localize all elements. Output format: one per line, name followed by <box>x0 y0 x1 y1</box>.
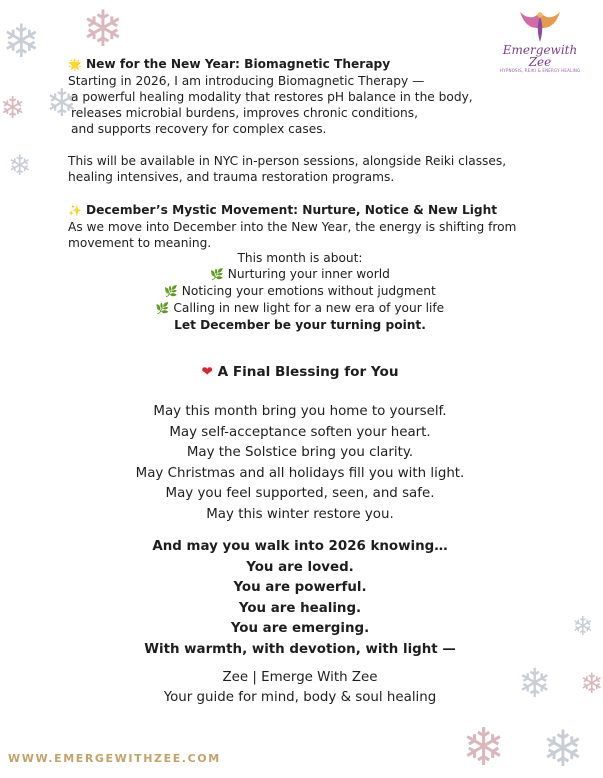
herb-icon: 🌿 <box>155 302 170 315</box>
blessing-line: May the Solstice bring you clarity. <box>186 445 414 460</box>
affirmation-line: You are loved. <box>246 559 354 575</box>
herb-icon: 🌿 <box>210 268 224 281</box>
herb-icon: 🌿 <box>164 285 178 298</box>
logo-name: Emergewith Zee <box>502 43 578 69</box>
website-link[interactable]: WWW.EMERGEWITHZEE.COM <box>8 752 221 765</box>
body-line: This will be available in NYC in-person sessions, alongside Reiki classes, <box>68 154 507 168</box>
december-section <box>68 202 548 251</box>
month-list <box>0 250 600 333</box>
snowflake-icon: ❄ <box>462 718 506 778</box>
list-item: 🌿 Calling in new light for a new era of your life <box>155 301 445 315</box>
affirmation-line: You are emerging. <box>230 621 370 637</box>
signature-tagline: Your guide for mind, body & soul healing <box>163 689 437 705</box>
section-title: ✨ December’s Mystic Movement: Nurture, Notice & New Light <box>68 203 498 217</box>
body-line: a powerful healing modality that restores pH balance in the body, <box>71 90 473 104</box>
blessing-line: May self-acceptance soften your heart. <box>169 424 431 440</box>
snowflake-icon: ❄ <box>572 612 594 642</box>
list-intro: This month is about: <box>237 251 363 265</box>
affirmation-line: You are powerful. <box>233 580 367 596</box>
body-line: healing intensives, and trauma restoration programs. <box>68 170 395 184</box>
snowflake-icon: ❄ <box>0 91 26 126</box>
snowflake-icon: ❄ <box>8 149 32 182</box>
blessing-lines <box>0 402 600 525</box>
heart-icon: ❤ <box>201 364 213 380</box>
snowflake-icon: ❄ <box>542 720 584 778</box>
biomagnetic-section <box>68 56 548 185</box>
blessing-line: May Christmas and all holidays fill you with light. <box>135 465 465 481</box>
section-title: 🌟 New for the New Year: Biomagnetic Therapy <box>68 57 391 71</box>
affirmation-line: And may you walk into 2026 knowing… <box>152 539 448 554</box>
snowflake-icon: ❄ <box>2 14 41 68</box>
blessing-line: May you feel supported, seen, and safe. <box>165 486 435 501</box>
body-line: and supports recovery for complex cases. <box>71 122 327 136</box>
list-closing: Let December be your turning point. <box>174 318 426 332</box>
affirmation-line: With warmth, with devotion, with light — <box>144 641 456 657</box>
snowflake-icon: ❄ <box>518 661 552 707</box>
sun-icon: 🌟 <box>68 58 82 71</box>
spacer <box>68 137 548 153</box>
body-line: releases microbial burdens, improves chronic conditions, <box>71 106 418 120</box>
logo-tagline: HYPNOSIS, REIKI & ENERGY HEALING <box>500 68 581 73</box>
phoenix-icon <box>516 6 564 46</box>
blessing-line: May this winter restore you. <box>206 506 394 522</box>
affirmation-line: You are healing. <box>238 600 362 616</box>
signature <box>0 668 600 707</box>
list-item: 🌿 Noticing your emotions without judgment <box>164 284 436 298</box>
sparkles-icon: ✨ <box>68 204 82 217</box>
snowflake-icon: ❄ <box>580 667 603 700</box>
signature-name: Zee | Emerge With Zee <box>222 670 378 685</box>
body-line: Starting in 2026, I am introducing Biomagnetic Therapy — <box>68 74 425 88</box>
body-line: movement to meaning. <box>68 236 212 250</box>
blessing-line: May this month bring you home to yourself. <box>153 404 447 419</box>
snowflake-icon: ❄ <box>82 0 124 58</box>
blessing-title: ❤ A Final Blessing for You <box>201 364 399 380</box>
body-line: As we move into December into the New Year, the energy is shifting from <box>68 220 517 234</box>
list-item: 🌿 Nurturing your inner world <box>210 267 390 281</box>
closing-affirmations <box>0 537 600 661</box>
snowflake-icon: ❄ <box>46 81 78 125</box>
